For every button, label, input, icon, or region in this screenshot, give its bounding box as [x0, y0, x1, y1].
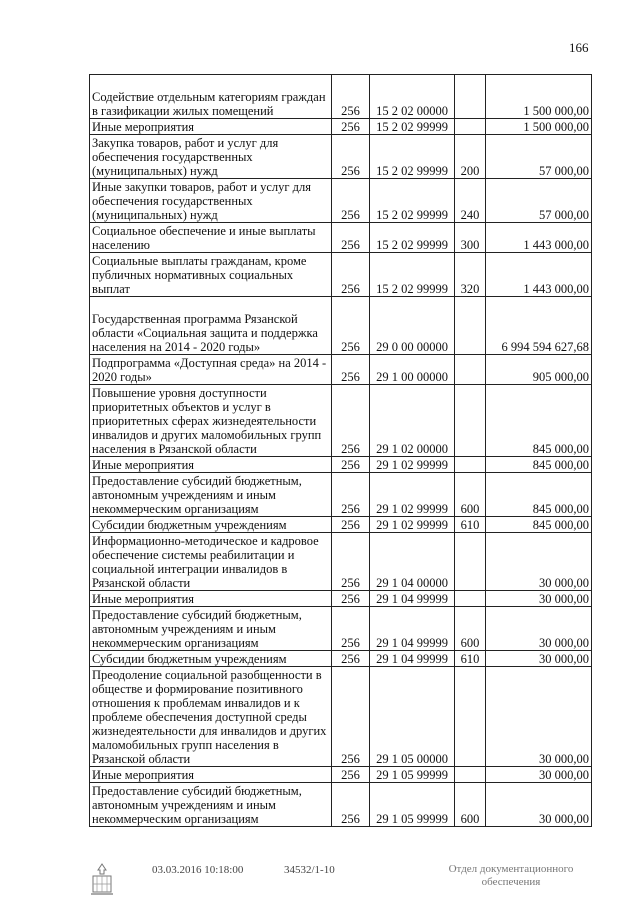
budget-table [89, 74, 592, 827]
row-expense-type: 600 [455, 473, 486, 517]
row-amount: 905 000,00 [486, 355, 592, 385]
table-row [90, 783, 592, 827]
table-row [90, 253, 592, 297]
row-target-article: 29 1 04 00000 [370, 533, 455, 591]
row-amount: 845 000,00 [486, 517, 592, 533]
row-amount: 30 000,00 [486, 607, 592, 651]
row-target-article: 29 1 05 99999 [370, 783, 455, 827]
row-name: Преодоление социальной разобщенности в обществе и формирование позитивного отношения к проблемам инвалидов и к проблеме обеспечения доступной среды жизнедеятельности для инвалидов и других маломобильных групп населения в Рязанской области [90, 667, 332, 767]
row-amount: 6 994 594 627,68 [486, 297, 592, 355]
table-row [90, 767, 592, 783]
row-target-article: 15 2 02 00000 [370, 75, 455, 119]
row-code: 256 [332, 119, 370, 135]
row-code: 256 [332, 75, 370, 119]
footer-doc-number: 34532/1-10 [284, 864, 335, 876]
table-row [90, 591, 592, 607]
row-expense-type: 600 [455, 607, 486, 651]
row-code: 256 [332, 179, 370, 223]
row-target-article: 29 1 00 00000 [370, 355, 455, 385]
row-expense-type: 240 [455, 179, 486, 223]
row-amount: 57 000,00 [486, 135, 592, 179]
row-target-article: 29 1 04 99999 [370, 591, 455, 607]
row-code: 256 [332, 355, 370, 385]
row-expense-type [455, 767, 486, 783]
row-name: Закупка товаров, работ и услуг для обеспечения государственных (муниципальных) нужд [90, 135, 332, 179]
row-amount: 845 000,00 [486, 473, 592, 517]
row-code: 256 [332, 517, 370, 533]
row-name: Содействие отдельным категориям граждан в газификации жилых помещений [90, 75, 332, 119]
row-code: 256 [332, 767, 370, 783]
table-row [90, 651, 592, 667]
row-code: 256 [332, 607, 370, 651]
row-target-article: 29 1 02 00000 [370, 385, 455, 457]
row-name: Иные мероприятия [90, 457, 332, 473]
row-name: Информационно-методическое и кадровое обеспечение системы реабилитации и социальной интеграции инвалидов в Рязанской области [90, 533, 332, 591]
table-row [90, 135, 592, 179]
table-row [90, 533, 592, 591]
row-code: 256 [332, 651, 370, 667]
row-expense-type [455, 533, 486, 591]
row-code: 256 [332, 667, 370, 767]
row-target-article: 29 1 02 99999 [370, 517, 455, 533]
row-amount: 1 500 000,00 [486, 75, 592, 119]
row-expense-type [455, 355, 486, 385]
row-name: Социальные выплаты гражданам, кроме публичных нормативных социальных выплат [90, 253, 332, 297]
row-amount: 845 000,00 [486, 457, 592, 473]
row-target-article: 15 2 02 99999 [370, 135, 455, 179]
row-expense-type [455, 591, 486, 607]
row-code: 256 [332, 533, 370, 591]
row-target-article: 29 1 02 99999 [370, 473, 455, 517]
row-amount: 1 443 000,00 [486, 253, 592, 297]
row-expense-type [455, 297, 486, 355]
row-amount: 30 000,00 [486, 667, 592, 767]
row-target-article: 29 0 00 00000 [370, 297, 455, 355]
row-name: Социальное обеспечение и иные выплаты населению [90, 223, 332, 253]
table-row [90, 297, 592, 355]
row-target-article: 15 2 02 99999 [370, 223, 455, 253]
row-name: Субсидии бюджетным учреждениям [90, 651, 332, 667]
row-name: Предоставление субсидий бюджетным, автономным учреждениям и иным некоммерческим организациям [90, 783, 332, 827]
row-target-article: 29 1 05 99999 [370, 767, 455, 783]
footer-department [446, 863, 576, 889]
table-row [90, 119, 592, 135]
row-name: Иные мероприятия [90, 767, 332, 783]
row-amount: 30 000,00 [486, 767, 592, 783]
footer [0, 862, 640, 902]
row-target-article: 15 2 02 99999 [370, 119, 455, 135]
table-row [90, 355, 592, 385]
row-target-article: 15 2 02 99999 [370, 253, 455, 297]
row-code: 256 [332, 457, 370, 473]
row-name: Государственная программа Рязанской области «Социальная защита и поддержка населения на 2014 - 2020 годы» [90, 297, 332, 355]
row-name: Повышение уровня доступности приоритетных объектов и услуг в приоритетных сферах жизнедеятельности инвалидов и других маломобильных групп населения в Рязанской области [90, 385, 332, 457]
row-expense-type [455, 667, 486, 767]
row-amount: 845 000,00 [486, 385, 592, 457]
row-target-article: 15 2 02 99999 [370, 179, 455, 223]
row-amount: 30 000,00 [486, 533, 592, 591]
row-name: Предоставление субсидий бюджетным, автономным учреждениям и иным некоммерческим организациям [90, 607, 332, 651]
row-name: Субсидии бюджетным учреждениям [90, 517, 332, 533]
row-code: 256 [332, 135, 370, 179]
row-expense-type [455, 385, 486, 457]
table-row [90, 223, 592, 253]
row-code: 256 [332, 385, 370, 457]
row-expense-type [455, 75, 486, 119]
row-code: 256 [332, 783, 370, 827]
row-target-article: 29 1 02 99999 [370, 457, 455, 473]
table-row [90, 179, 592, 223]
table-row [90, 667, 592, 767]
row-target-article: 29 1 04 99999 [370, 651, 455, 667]
table-row [90, 75, 592, 119]
row-expense-type: 610 [455, 517, 486, 533]
row-expense-type: 600 [455, 783, 486, 827]
row-expense-type [455, 119, 486, 135]
row-name: Предоставление субсидий бюджетным, автономным учреждениям и иным некоммерческим организациям [90, 473, 332, 517]
row-amount: 1 500 000,00 [486, 119, 592, 135]
table-row [90, 457, 592, 473]
row-code: 256 [332, 223, 370, 253]
row-expense-type: 320 [455, 253, 486, 297]
row-expense-type: 300 [455, 223, 486, 253]
row-code: 256 [332, 473, 370, 517]
table-row [90, 473, 592, 517]
table-row [90, 517, 592, 533]
page-number: 166 [569, 40, 589, 55]
footer-department-line1: Отдел документационного [448, 863, 574, 875]
table-row [90, 607, 592, 651]
row-name: Иные закупки товаров, работ и услуг для обеспечения государственных (муниципальных) нужд [90, 179, 332, 223]
row-target-article: 29 1 05 00000 [370, 667, 455, 767]
row-amount: 57 000,00 [486, 179, 592, 223]
footer-date: 03.03.2016 10:18:00 [152, 864, 244, 876]
row-name: Иные мероприятия [90, 591, 332, 607]
row-target-article: 29 1 04 99999 [370, 607, 455, 651]
row-name: Иные мероприятия [90, 119, 332, 135]
row-amount: 30 000,00 [486, 591, 592, 607]
row-expense-type: 610 [455, 651, 486, 667]
row-amount: 30 000,00 [486, 783, 592, 827]
row-code: 256 [332, 591, 370, 607]
emblem-icon [88, 862, 116, 898]
row-code: 256 [332, 297, 370, 355]
footer-department-line2: обеспечения [481, 876, 541, 888]
row-amount: 30 000,00 [486, 651, 592, 667]
row-name: Подпрограмма «Доступная среда» на 2014 - 2020 годы» [90, 355, 332, 385]
row-expense-type [455, 457, 486, 473]
row-amount: 1 443 000,00 [486, 223, 592, 253]
row-expense-type: 200 [455, 135, 486, 179]
table-row [90, 385, 592, 457]
row-code: 256 [332, 253, 370, 297]
